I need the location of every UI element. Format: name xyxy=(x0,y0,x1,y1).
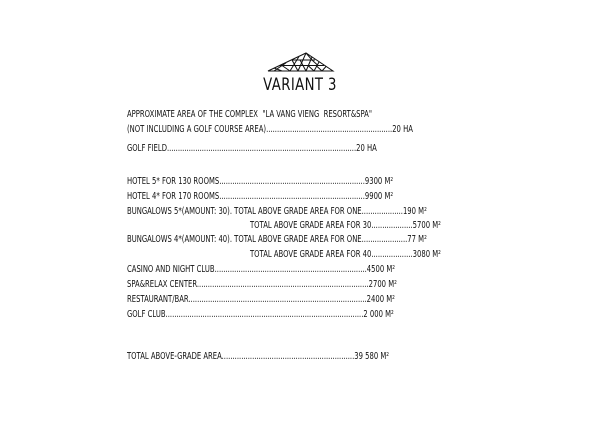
triangle-lattice-logo-icon xyxy=(266,51,335,73)
bungalows-5-row: BUNGALOWS 5*(AMOUNT: 30). TOTAL ABOVE GRADE AREA FOR ONE...................190 M² xyxy=(127,206,427,217)
bungalows-4-row: BUNGALOWS 4*(AMOUNT: 40). TOTAL ABOVE GRADE AREA FOR ONE.....................77 M² xyxy=(127,234,427,245)
bungalows-4-total-row: TOTAL ABOVE GRADE AREA FOR 40...................3080 M² xyxy=(250,249,441,260)
golf-club-row: GOLF CLUB...........................................................................................2 000 M² xyxy=(127,309,394,320)
restaurant-row: RESTAURANT/BAR..................................................................................2400 M² xyxy=(127,294,395,305)
hotel-4-row: HOTEL 4* FOR 170 ROOMS...................................................................9900 M² xyxy=(127,191,394,202)
casino-row: CASINO AND NIGHT CLUB......................................................................4500 M² xyxy=(127,264,396,275)
complex-area-row: (NOT INCLUDING A GOLF COURSE AREA)..........................................................20 HA xyxy=(127,124,413,135)
total-area-row: TOTAL ABOVE-GRADE AREA.............................................................39 580 M² xyxy=(127,351,390,362)
page-title: VARIANT 3 xyxy=(263,75,337,95)
spa-row: SPA&RELAX CENTER...............................................................................2700 M² xyxy=(127,279,397,290)
complex-area-label: APPROXIMATE AREA OF THE COMPLEX "LA VANG VIENG RESORT&SPA" xyxy=(127,109,373,120)
bungalows-5-total-row: TOTAL ABOVE GRADE AREA FOR 30...................5700 M² xyxy=(250,220,441,231)
hotel-5-row: HOTEL 5* FOR 130 ROOMS...................................................................9300 M² xyxy=(127,176,394,187)
golf-field-row: GOLF FIELD.......................................................................................20 HA xyxy=(127,143,377,154)
